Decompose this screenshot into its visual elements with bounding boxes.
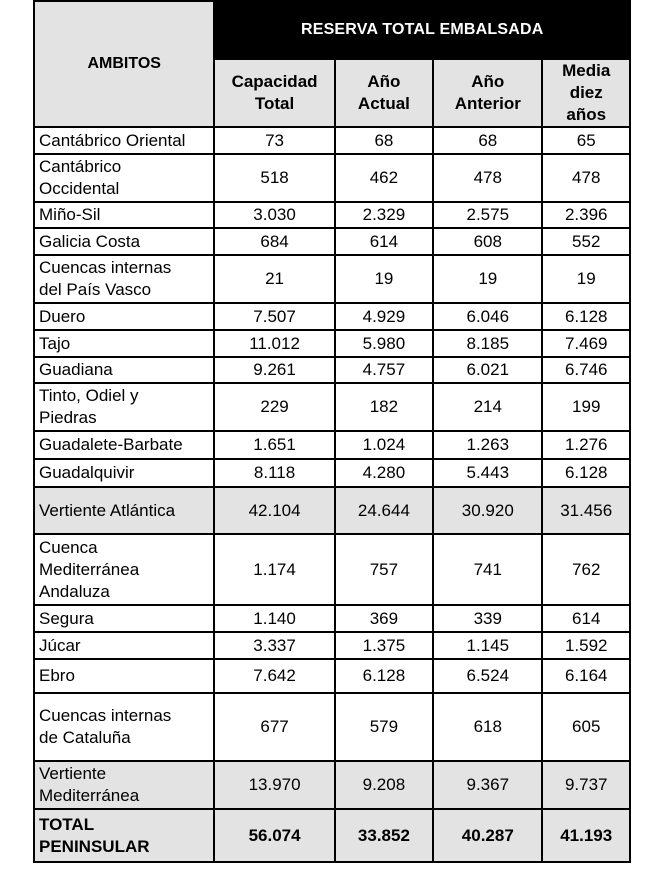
cell-capacidad: 1.140	[214, 605, 334, 632]
row-name	[34, 255, 214, 303]
cell-actual: 182	[335, 383, 433, 431]
col-header-line: Total	[254, 94, 295, 113]
cell-media: 6.164	[542, 659, 630, 693]
row-name-line: Piedras	[39, 408, 97, 427]
cell-anterior: 19	[433, 255, 542, 303]
cell-anterior: 8.185	[433, 330, 542, 357]
row-name	[34, 431, 214, 459]
table-row	[34, 632, 630, 659]
row-name-line: Tinto, Odiel y	[39, 386, 139, 405]
row-name-line: Miño-Sil	[39, 205, 101, 224]
cell-capacidad: 3.337	[214, 632, 334, 659]
row-name	[34, 383, 214, 431]
row-name-line: Guadalete-Barbate	[39, 435, 183, 454]
cell-anterior: 5.443	[433, 459, 542, 487]
reserva-total-banner: RESERVA TOTAL EMBALSADA	[214, 1, 630, 59]
row-name-line: Duero	[39, 306, 86, 326]
table-row	[34, 487, 630, 534]
row-name	[34, 632, 214, 659]
cell-actual: 2.329	[335, 202, 433, 228]
cell-actual: 9.208	[335, 761, 433, 809]
table-body	[34, 127, 630, 862]
table-row	[34, 809, 630, 862]
table-row	[34, 383, 630, 431]
row-name-line: Cuencas internas	[39, 706, 172, 725]
col-header-line: Capacidad	[231, 72, 318, 91]
col-header-anterior	[433, 59, 542, 127]
cell-actual: 4.757	[335, 357, 433, 383]
row-name	[34, 202, 214, 228]
cell-media: 19	[542, 255, 630, 303]
table-row	[34, 127, 630, 154]
row-name-line: de Cataluña	[39, 728, 131, 747]
row-name	[34, 809, 214, 862]
col-header-line: Media	[562, 61, 611, 80]
table-row	[34, 761, 630, 809]
row-name	[34, 357, 214, 383]
cell-media: 6.128	[542, 303, 630, 330]
row-name-line: Tajo	[39, 333, 71, 353]
cell-anterior: 40.287	[433, 809, 542, 862]
cell-actual: 462	[335, 154, 433, 202]
table-row	[34, 202, 630, 228]
cell-capacidad: 1.651	[214, 431, 334, 459]
cell-actual: 4.929	[335, 303, 433, 330]
cell-anterior: 9.367	[433, 761, 542, 809]
row-name-line: Ebro	[39, 666, 75, 685]
row-name	[34, 659, 214, 693]
cell-anterior: 478	[433, 154, 542, 202]
cell-media: 552	[542, 228, 630, 255]
cell-capacidad: 11.012	[214, 330, 334, 357]
table-row	[34, 330, 630, 357]
row-name	[34, 127, 214, 154]
row-name	[34, 487, 214, 534]
cell-capacidad: 518	[214, 154, 334, 202]
col-header-media	[542, 59, 630, 127]
cell-actual: 4.280	[335, 459, 433, 487]
row-name	[34, 761, 214, 809]
cell-capacidad: 13.970	[214, 761, 334, 809]
cell-capacidad: 1.174	[214, 534, 334, 605]
row-name-line: Mediterránea	[39, 559, 140, 579]
table-row	[34, 605, 630, 632]
cell-media: 1.276	[542, 431, 630, 459]
cell-capacidad: 56.074	[214, 809, 334, 862]
cell-anterior: 6.021	[433, 357, 542, 383]
cell-actual: 1.375	[335, 632, 433, 659]
row-name-line: Andaluza	[39, 581, 110, 601]
table-row	[34, 693, 630, 761]
row-name-line: Cantábrico Oriental	[39, 130, 186, 150]
cell-anterior: 608	[433, 228, 542, 255]
reservoir-table	[33, 0, 631, 863]
row-name	[34, 154, 214, 202]
table-row	[34, 228, 630, 255]
row-name-line: Cantábrico	[39, 157, 122, 176]
cell-actual: 33.852	[335, 809, 433, 862]
row-name	[34, 693, 214, 761]
cell-media: 762	[542, 534, 630, 605]
col-header-line: Anterior	[454, 94, 521, 113]
cell-actual: 369	[335, 605, 433, 632]
table-row	[34, 431, 630, 459]
cell-anterior: 6.524	[433, 659, 542, 693]
row-name	[34, 330, 214, 357]
cell-capacidad: 9.261	[214, 357, 334, 383]
cell-media: 6.746	[542, 357, 630, 383]
col-header-line: Año	[367, 72, 401, 91]
cell-anterior: 2.575	[433, 202, 542, 228]
cell-anterior: 1.263	[433, 431, 542, 459]
row-name-line: Cuencas internas	[39, 258, 172, 277]
cell-anterior: 741	[433, 534, 542, 605]
cell-media: 65	[542, 127, 630, 154]
cell-media: 9.737	[542, 761, 630, 809]
row-name-line: del País Vasco	[39, 280, 152, 299]
col-header-line: años	[566, 105, 607, 124]
row-name-line: PENINSULAR	[39, 836, 150, 856]
table-row	[34, 357, 630, 383]
table-row	[34, 154, 630, 202]
cell-media: 7.469	[542, 330, 630, 357]
col-header-line: Actual	[357, 94, 410, 113]
cell-actual: 757	[335, 534, 433, 605]
col-header-capacidad	[214, 59, 334, 127]
table-row	[34, 255, 630, 303]
row-name-line: Guadiana	[39, 360, 113, 379]
cell-anterior: 214	[433, 383, 542, 431]
row-name	[34, 534, 214, 605]
cell-media: 1.592	[542, 632, 630, 659]
cell-anterior: 618	[433, 693, 542, 761]
cell-media: 614	[542, 605, 630, 632]
cell-actual: 19	[335, 255, 433, 303]
cell-capacidad: 3.030	[214, 202, 334, 228]
cell-actual: 579	[335, 693, 433, 761]
row-name	[34, 459, 214, 487]
cell-media: 31.456	[542, 487, 630, 534]
row-name-line: Galicia Costa	[39, 231, 141, 251]
cell-capacidad: 229	[214, 383, 334, 431]
cell-anterior: 6.046	[433, 303, 542, 330]
row-name-line: Segura	[39, 608, 94, 628]
row-name-line: Vertiente	[39, 764, 107, 783]
cell-actual: 6.128	[335, 659, 433, 693]
table-row	[34, 659, 630, 693]
row-name-line: Guadalquivir	[39, 463, 135, 482]
cell-capacidad: 8.118	[214, 459, 334, 487]
row-name-line: Cuenca	[39, 537, 98, 557]
table-row	[34, 303, 630, 330]
cell-anterior: 1.145	[433, 632, 542, 659]
cell-anterior: 339	[433, 605, 542, 632]
cell-media: 478	[542, 154, 630, 202]
cell-media: 2.396	[542, 202, 630, 228]
row-name-line: TOTAL	[39, 814, 95, 834]
col-header-actual	[335, 59, 433, 127]
col-header-line: Año	[471, 72, 505, 91]
cell-capacidad: 73	[214, 127, 334, 154]
cell-media: 199	[542, 383, 630, 431]
row-name-line: Occidental	[39, 179, 120, 198]
row-name	[34, 303, 214, 330]
table-row	[34, 534, 630, 605]
cell-actual: 614	[335, 228, 433, 255]
row-name	[34, 228, 214, 255]
cell-anterior: 68	[433, 127, 542, 154]
row-name-line: Mediterránea	[39, 786, 140, 805]
table-row	[34, 459, 630, 487]
row-name-line: Vertiente Atlántica	[39, 500, 176, 520]
cell-media: 41.193	[542, 809, 630, 862]
col-header-line: diez	[569, 83, 603, 102]
cell-capacidad: 677	[214, 693, 334, 761]
row-name	[34, 605, 214, 632]
cell-anterior: 30.920	[433, 487, 542, 534]
cell-capacidad: 684	[214, 228, 334, 255]
cell-capacidad: 42.104	[214, 487, 334, 534]
cell-media: 6.128	[542, 459, 630, 487]
cell-capacidad: 7.507	[214, 303, 334, 330]
cell-capacidad: 7.642	[214, 659, 334, 693]
cell-capacidad: 21	[214, 255, 334, 303]
cell-actual: 1.024	[335, 431, 433, 459]
ambitos-header: AMBITOS	[34, 1, 214, 127]
cell-actual: 24.644	[335, 487, 433, 534]
cell-actual: 68	[335, 127, 433, 154]
row-name-line: Júcar	[39, 635, 81, 655]
cell-actual: 5.980	[335, 330, 433, 357]
cell-media: 605	[542, 693, 630, 761]
